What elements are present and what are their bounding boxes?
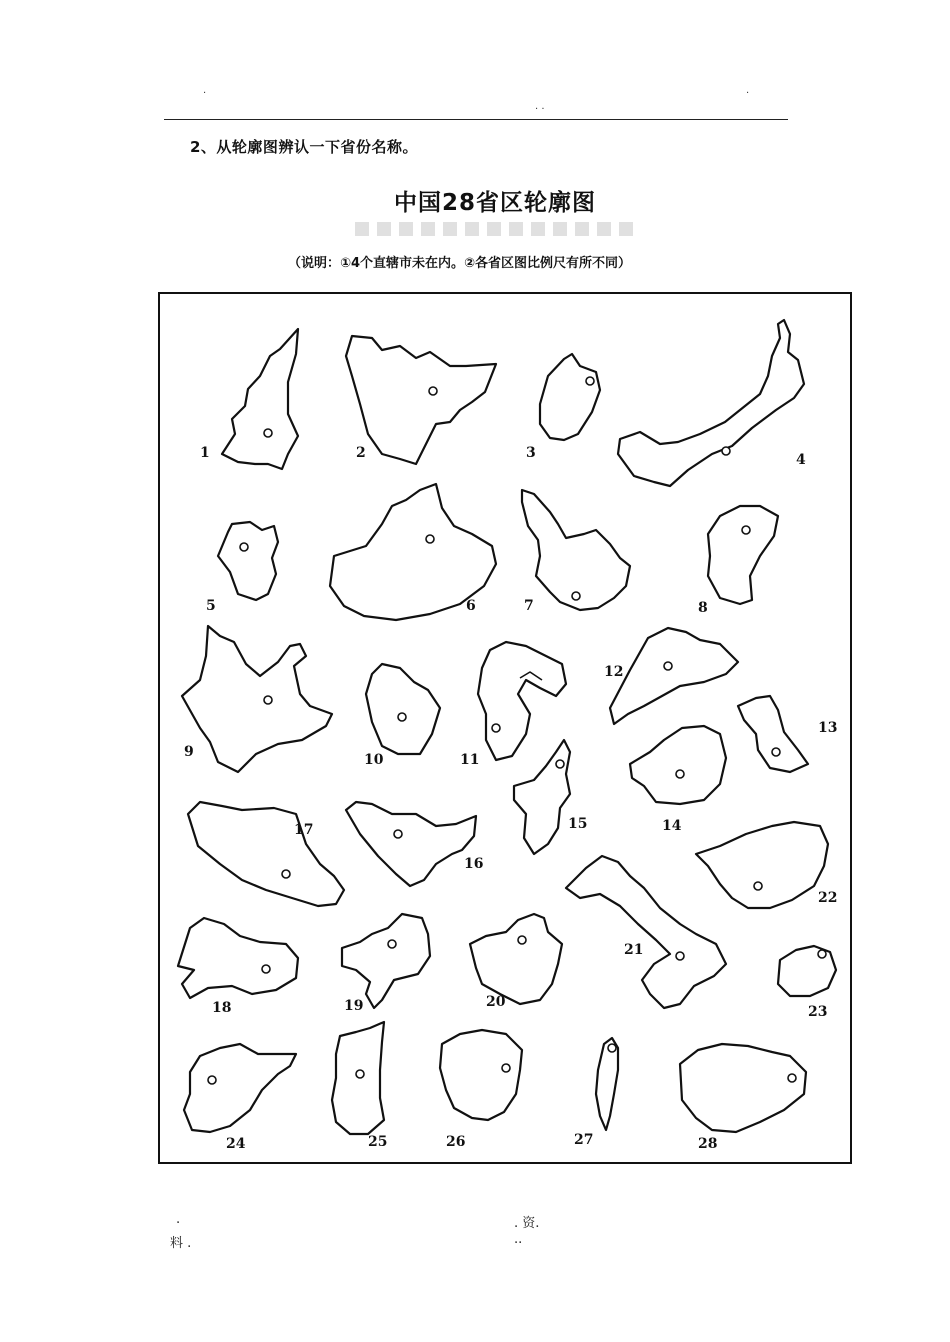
province-outline-3 xyxy=(540,354,600,440)
header-rule xyxy=(164,119,788,120)
province-outline-25 xyxy=(332,1022,384,1134)
province-number-26: 26 xyxy=(446,1134,466,1150)
province-number-3: 3 xyxy=(526,445,536,461)
province-number-23: 23 xyxy=(808,1004,828,1020)
province-number-20: 20 xyxy=(486,994,506,1010)
province-outline-11 xyxy=(478,642,566,760)
map-note: （说明：①4个直辖市未在内。②各省区图比例尺有所不同） xyxy=(288,256,632,271)
province-number-28: 28 xyxy=(698,1136,718,1152)
footer-left-text: 料 . xyxy=(170,1236,192,1251)
faded-subtitle-texture xyxy=(355,222,635,236)
footer-right-text: . 资. xyxy=(514,1216,540,1231)
province-number-2: 2 xyxy=(356,445,366,461)
footer-left-dot: . xyxy=(176,1212,181,1227)
province-outlines-svg xyxy=(160,294,850,1162)
province-outline-28 xyxy=(680,1044,806,1132)
province-outline-27 xyxy=(596,1038,618,1130)
province-outline-12 xyxy=(610,628,738,724)
province-number-22: 22 xyxy=(818,890,838,906)
province-outline-24 xyxy=(184,1044,296,1132)
province-outline-26 xyxy=(440,1030,522,1120)
province-number-12: 12 xyxy=(604,664,624,680)
header-dot-left: · xyxy=(203,88,207,99)
province-outline-7 xyxy=(522,490,630,610)
province-number-16: 16 xyxy=(464,856,484,872)
province-outline-17 xyxy=(188,802,344,906)
province-outline-9 xyxy=(182,626,332,772)
province-outline-14 xyxy=(630,726,726,804)
province-number-5: 5 xyxy=(206,598,216,614)
province-number-19: 19 xyxy=(344,998,364,1014)
province-outline-20 xyxy=(470,914,562,1004)
province-outline-4 xyxy=(618,320,804,486)
province-number-24: 24 xyxy=(226,1136,246,1152)
footer-right-dots: .. xyxy=(514,1232,523,1247)
header-dot-center: · · xyxy=(535,104,545,115)
province-outline-10 xyxy=(366,664,440,754)
province-outline-13 xyxy=(738,696,808,772)
province-outline-8 xyxy=(708,506,778,604)
province-number-4: 4 xyxy=(796,452,806,468)
province-number-27: 27 xyxy=(574,1132,594,1148)
province-number-8: 8 xyxy=(698,600,708,616)
province-outline-1 xyxy=(222,329,298,469)
province-outline-map xyxy=(158,292,852,1164)
province-number-11: 11 xyxy=(460,752,480,768)
province-number-21: 21 xyxy=(624,942,644,958)
province-number-13: 13 xyxy=(818,720,838,736)
province-number-25: 25 xyxy=(368,1134,388,1150)
province-number-18: 18 xyxy=(212,1000,232,1016)
province-number-7: 7 xyxy=(524,598,534,614)
province-outline-23 xyxy=(778,946,836,996)
province-number-10: 10 xyxy=(364,752,384,768)
province-outline-18 xyxy=(178,918,298,998)
province-outline-19 xyxy=(342,914,430,1008)
province-outline-15 xyxy=(514,740,570,854)
province-number-1: 1 xyxy=(200,445,210,461)
province-outline-5 xyxy=(218,522,278,600)
province-outline-16 xyxy=(346,802,476,886)
question-text: 2、从轮廓图辨认一下省份名称。 xyxy=(190,138,418,156)
province-outline-21 xyxy=(566,856,726,1008)
province-number-17: 17 xyxy=(294,822,314,838)
province-number-14: 14 xyxy=(662,818,682,834)
province-outline-22 xyxy=(696,822,828,908)
map-title: 中国28省区轮廓图 xyxy=(393,190,596,216)
province-number-15: 15 xyxy=(568,816,588,832)
province-outline-2 xyxy=(346,336,496,464)
province-number-6: 6 xyxy=(466,598,476,614)
province-number-9: 9 xyxy=(184,744,194,760)
header-dot-right: · xyxy=(746,88,750,99)
